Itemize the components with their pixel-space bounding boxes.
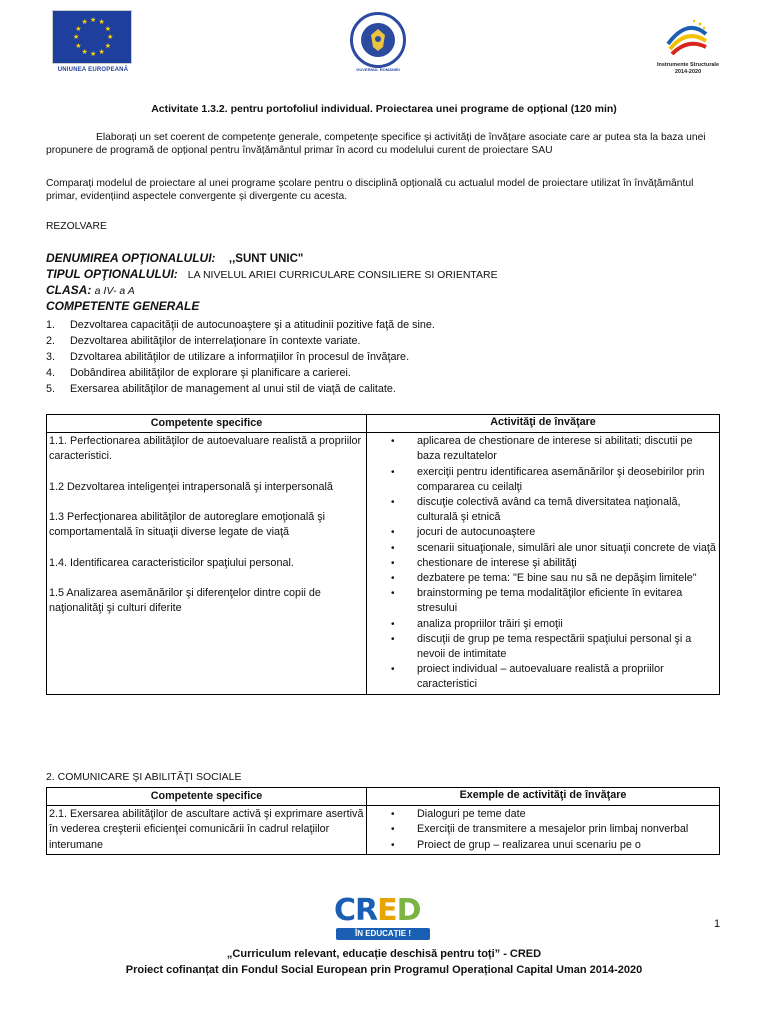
learning-activity-item: • proiect individual – autoevaluare realistă a propriilor caracteristici: [369, 662, 717, 692]
eu-star-icon: ★: [90, 17, 97, 24]
table2-activities-list: [369, 807, 717, 853]
eu-caption: UNIUNEA EUROPEANĂ: [57, 67, 129, 73]
table1-competences-cell: [47, 433, 367, 694]
general-competence-item: [46, 333, 726, 349]
eu-star-icon: ★: [98, 48, 105, 56]
general-competence-number: 2.: [46, 335, 56, 347]
is-caption-line1: Instrumente Structurale: [656, 62, 720, 68]
specific-competence-item: 1.1. Perfectionarea abilităţilor de autoevaluare realistă a propriilor caracteristici.: [49, 435, 362, 463]
class-label: CLASA:: [46, 283, 92, 297]
header-logos: [0, 6, 768, 78]
general-competence-number: 5.: [46, 383, 56, 395]
class-row: [46, 283, 726, 297]
instruction-paragraph-1: Elaborați un set coerent de competențe generale, competențe specifice și activități de învățare asociate care ar putea sta la baza unei propunere de programă de opțional pentru învățământul primar în acord cu modelului curent de proiectare SAU: [46, 132, 706, 156]
eu-star-icon: ★: [90, 51, 97, 58]
general-competence-item: [46, 381, 726, 397]
activity-title: Activitate 1.3.2. pentru portofoliul individual. Proiectarea unei programe de opțional (120 min): [151, 103, 617, 115]
eu-star-icon: ★: [75, 25, 82, 33]
eu-star-icon: ★: [98, 19, 105, 27]
optional-name-value: ,,SUNT UNIC": [228, 253, 304, 265]
learning-activity-item: • Dialoguri pe teme date: [369, 807, 717, 822]
specific-competence-item: 1.5 Analizarea asemănărilor şi diferenţelor dintre copii de naţionalităţi şi culturi diferite: [49, 587, 321, 615]
specific-competence-item: 1.3 Perfecţionarea abilităţilor de autoreglare emoţională şi comportamentală în situaţii diverse legate de viaţă: [49, 511, 326, 539]
general-competence-text: Dezvoltarea abilităţilor de interrelaţionare în contexte variate.: [70, 335, 361, 347]
eu-star-icon: ★: [81, 19, 88, 27]
structural-instruments-icon: [664, 16, 710, 56]
optional-type-label: TIPUL OPŢIONALULUI:: [46, 267, 178, 281]
table2-header-competences: Competente specifice: [47, 788, 367, 806]
footer-line-1: „Curriculum relevant, educație deschisă pentru toți” - CRED: [226, 948, 542, 960]
eu-star-icon: ★: [107, 34, 114, 41]
general-competence-item: [46, 349, 726, 365]
optional-type-row: [46, 267, 726, 281]
eu-star-icon: ★: [73, 34, 80, 41]
general-competences-heading: COMPETENTE GENERALE: [46, 299, 200, 313]
learning-activity-item: • discuţie colectivă având ca temă diversitatea naţională, culturală şi etnică: [369, 495, 717, 525]
table2-competences-cell: [47, 806, 367, 855]
general-competence-text: Dobândirea abilităţilor de explorare şi planificare a carierei.: [70, 367, 351, 379]
eu-flag-icon: [52, 10, 132, 64]
learning-activity-item: • jocuri de autocunoaştere: [369, 525, 717, 540]
table1-header-competences: Competente specifice: [47, 415, 367, 433]
optional-type-value: LA NIVELUL ARIEI CURRICULARE CONSILIERE SI ORIENTARE: [187, 269, 498, 281]
table1-header-activities: Activităţi de învăţare: [367, 415, 720, 433]
optional-name-label: DENUMIREA OPŢIONALULUI:: [46, 251, 216, 265]
general-competence-text: Exersarea abilităţilor de management al unui stil de viaţă de calitate.: [70, 383, 396, 395]
learning-activity-item: • analiza propriilor trăiri şi emoţii: [369, 617, 717, 632]
cred-logo: [334, 893, 434, 942]
cred-letter-e: E: [377, 893, 397, 928]
general-competence-item: [46, 317, 726, 333]
learning-activity-item: • brainstorming pe tema modalităţilor eficiente în evitarea stresului: [369, 586, 717, 616]
class-value: a IV- a A: [94, 285, 135, 297]
learning-activity-item: • Exerciţii de transmitere a mesajelor prin limbaj nonverbal: [369, 822, 717, 837]
cred-letter-r: R: [355, 893, 378, 928]
table1-activities-cell: [367, 433, 720, 694]
cred-band: ÎN EDUCAȚIE !: [336, 928, 430, 940]
table2-header-activities: Exemple de activităţi de învăţare: [367, 788, 720, 806]
learning-activity-item: • Proiect de grup – realizarea unui scenariu pe o: [369, 838, 717, 853]
general-competence-text: Dzvoltarea abilităţilor de utilizare a informaţiilor în procesul de învăţare.: [70, 351, 410, 363]
specific-competence-item: 1.4. Identificarea caracteristicilor spaţiului personal.: [49, 556, 294, 569]
specific-competence-item: 1.2 Dezvoltarea inteligenţei intrapersonală şi interpersonală: [49, 480, 333, 493]
eu-star-icon: ★: [104, 42, 111, 50]
general-competence-text: Dezvoltarea capacităţii de autocunoaştere şi a atitudinii pozitive faţă de sine.: [70, 319, 435, 331]
learning-activity-item: • scenarii situaţionale, simulări ale unor situaţii concrete de viaţă: [369, 541, 717, 556]
table2-activities-cell: [367, 806, 720, 855]
eu-logo: [52, 10, 134, 78]
general-competences-list: [46, 317, 726, 397]
section-2-title: 2. COMUNICARE ŞI ABILITĂŢI SOCIALE: [46, 771, 242, 783]
specific-competences-table-1: [46, 414, 720, 695]
gov-seal-text: GUVERNUL ROMÂNIEI: [356, 67, 400, 72]
learning-activity-item: • exerciţii pentru identificarea asemănărilor şi deosebirilor prin compararea cu ceilalţi: [369, 465, 717, 495]
table1-activities-list: [369, 434, 717, 692]
specific-competences-table-2: [46, 787, 720, 855]
eu-star-icon: ★: [104, 25, 111, 33]
learning-activity-item: • discuţii de grup pe tema respectării spaţiului personal şi a nevoii de intimitate: [369, 632, 717, 662]
learning-activity-item: • aplicarea de chestionare de interese si abilitati; discutii pe baza rezultatelor: [369, 434, 717, 464]
cred-letter-c: C: [334, 893, 356, 928]
cred-letter-d: D: [396, 893, 421, 928]
general-competence-item: [46, 365, 726, 381]
is-caption-line2: 2014-2020: [674, 69, 702, 75]
page-number: 1: [714, 918, 721, 930]
learning-activity-item: • chestionare de interese şi abilităţi: [369, 556, 717, 571]
optional-name-row: [46, 251, 726, 265]
structural-instruments-logo: [652, 12, 724, 78]
general-competence-number: 3.: [46, 351, 56, 363]
general-competence-number: 4.: [46, 367, 56, 379]
general-competence-number: 1.: [46, 319, 56, 331]
eu-star-icon: ★: [81, 48, 88, 56]
learning-activity-item: • dezbatere pe tema: "E bine sau nu să ne depăşim limitele": [369, 571, 717, 586]
coat-of-arms-icon: [353, 15, 403, 65]
instruction-paragraph-2: Comparați modelul de proiectare al unei programe școlare pentru o disciplină opțională cu actualul model de proiectare utilizat în învățământul primar, evidențiind aspectele convergente și divergente cu acesta.: [46, 178, 694, 202]
specific-competence-item: 2.1. Exersarea abilităţilor de ascultare activă şi exprimare asertivă în vederea creşterii eficienţei comunicării în cadrul relaţiilor interumane: [49, 808, 364, 851]
footer-line-2: Proiect cofinanțat din Fondul Social European prin Programul Operațional Capital Uman 2014-2020: [125, 964, 643, 976]
structural-instruments-caption: [652, 62, 724, 76]
cred-wordmark: [334, 893, 434, 928]
romanian-government-seal: [350, 12, 406, 72]
rezolvare-heading: REZOLVARE: [46, 221, 107, 232]
eu-star-icon: ★: [75, 42, 82, 50]
